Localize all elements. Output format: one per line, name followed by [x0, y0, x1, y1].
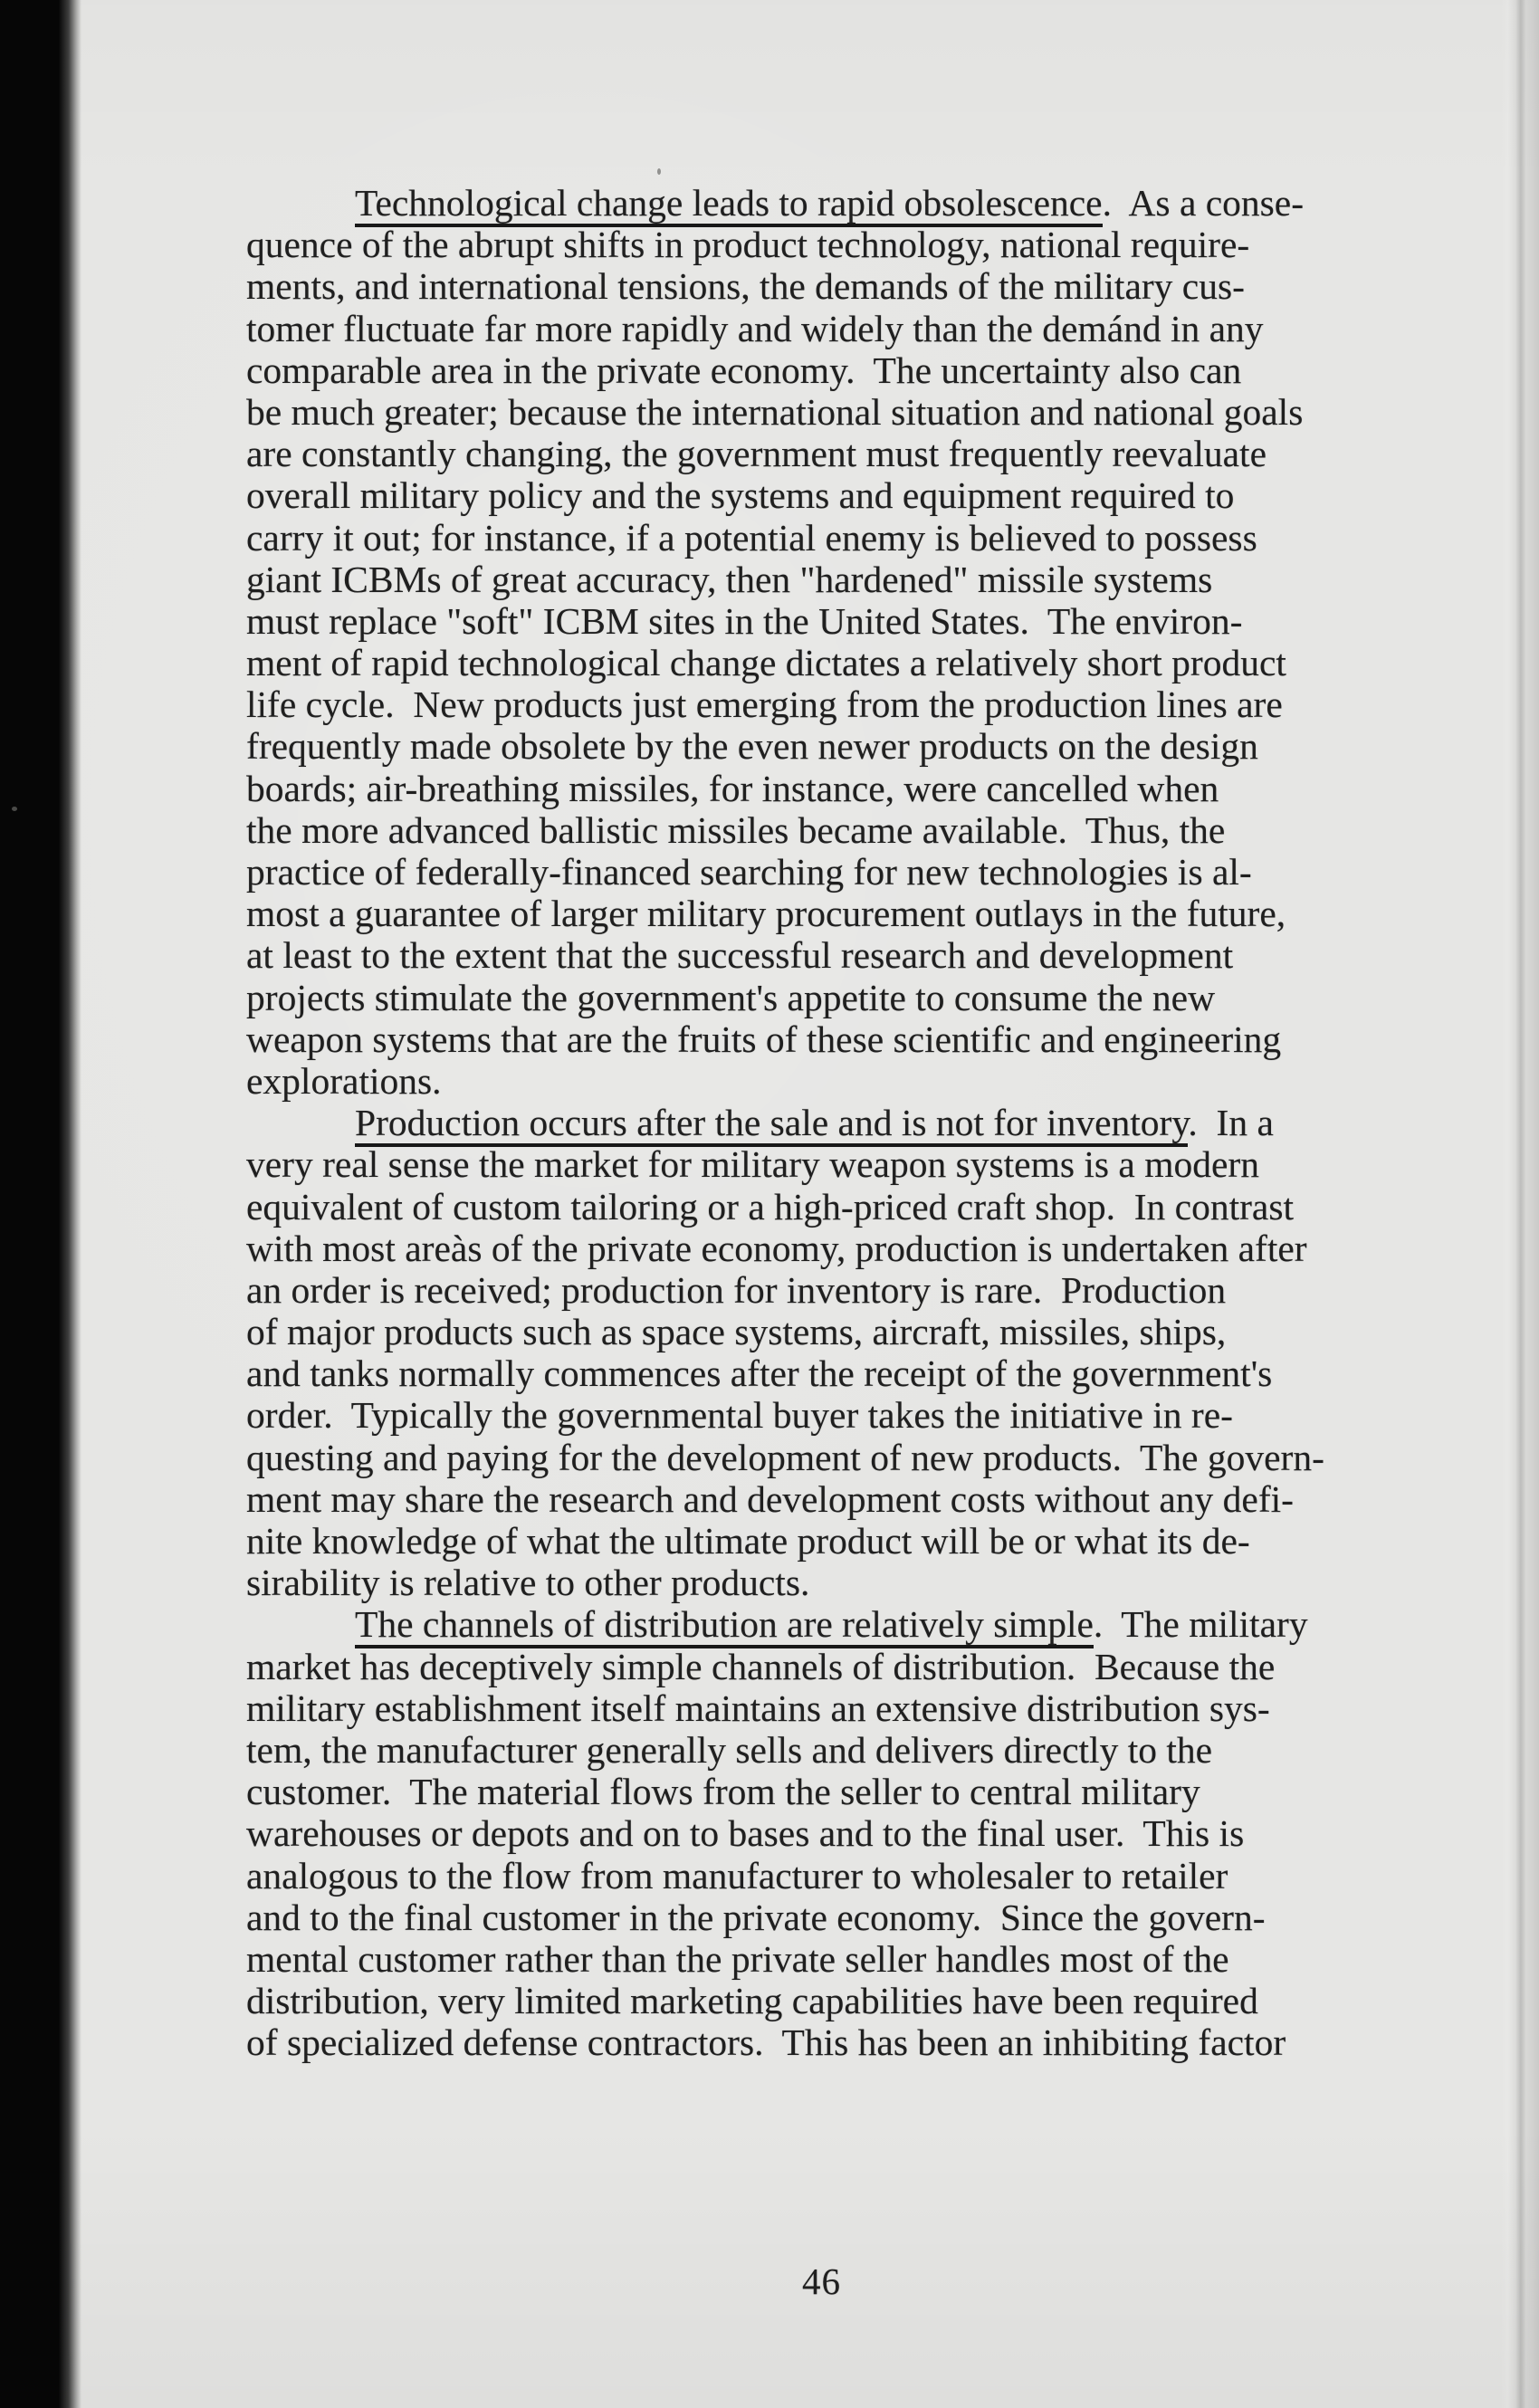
- paragraph-heading: Technological change leads to rapid obsolescence: [355, 182, 1103, 227]
- paragraph-heading-suffix: . The military: [1093, 1603, 1308, 1646]
- text-line: nite knowledge of what the ultimate product will be or what its de-: [246, 1520, 1250, 1562]
- text-line: ment may share the research and development costs without any defi-: [246, 1477, 1294, 1520]
- paragraph-heading-suffix: . In a: [1188, 1102, 1274, 1144]
- text-line: at least to the extent that the successful research and development: [246, 934, 1234, 977]
- text-line: order. Typically the governmental buyer takes the initiative in re-: [246, 1394, 1233, 1437]
- text-line: most a guarantee of larger military procurement outlays in the future,: [246, 893, 1286, 935]
- paragraph-first-line: [246, 182, 1514, 224]
- text-line: very real sense the market for military weapon systems is a modern: [246, 1143, 1260, 1186]
- text-line: projects stimulate the government's appetite to consume the new: [246, 976, 1216, 1018]
- text-line: mental customer rather than the private seller handles most of the: [246, 1937, 1229, 1980]
- text-line: warehouses or depots and on to bases and to the final user. This is: [246, 1812, 1245, 1855]
- text-line: are constantly changing, the government must frequently reevaluate: [246, 433, 1267, 475]
- text-line: an order is received; production for inventory is rare. Production: [246, 1268, 1227, 1311]
- text-line: and to the final customer in the private economy. Since the govern-: [246, 1896, 1266, 1938]
- text-line: weapon systems that are the fruits of these scientific and engineering: [246, 1018, 1282, 1060]
- text-line: overall military policy and the systems and equipment required to: [246, 474, 1235, 517]
- text-line: must replace "soft" ICBM sites in the United States. The environ-: [246, 599, 1243, 642]
- paragraph-heading: Production occurs after the sale and is not for inventory: [355, 1102, 1188, 1147]
- text-line: explorations.: [246, 1059, 442, 1102]
- text-line: ment of rapid technological change dictates a relatively short product: [246, 642, 1286, 684]
- text-line: with most areàs of the private economy, production is undertaken after: [246, 1227, 1307, 1269]
- text-line: of specialized defense contractors. This has been an inhibiting factor: [246, 2021, 1286, 2064]
- text-line: giant ICBMs of great accuracy, then "hardened" missile systems: [246, 558, 1213, 600]
- dust-speck: [12, 807, 17, 811]
- page-number: 46: [802, 2260, 841, 2302]
- text-line: quence of the abrupt shifts in product technology, national require-: [246, 224, 1250, 266]
- text-line: frequently made obsolete by the even newer products on the design: [246, 725, 1258, 768]
- text-line: equivalent of custom tailoring or a high-priced craft shop. In contrast: [246, 1185, 1295, 1228]
- text-line: boards; air-breathing missiles, for instance, were cancelled when: [246, 767, 1219, 809]
- paragraph-first-line: [246, 1102, 1514, 1143]
- paragraph-heading: The channels of distribution are relatively simple: [355, 1603, 1094, 1648]
- text-line: the more advanced ballistic missiles became available. Thus, the: [246, 808, 1226, 851]
- text-line: analogous to the flow from manufacturer to wholesaler to retailer: [246, 1854, 1228, 1897]
- paragraph-heading-suffix: . As a conse-: [1102, 182, 1305, 224]
- text-line: life cycle. New products just emerging from the production lines are: [246, 683, 1283, 726]
- text-line: practice of federally-financed searching for new technologies is al-: [246, 851, 1252, 893]
- text-line: be much greater; because the international situation and national goals: [246, 390, 1304, 433]
- text-line: market has deceptively simple channels of distribution. Because the: [246, 1645, 1276, 1687]
- text-line: military establishment itself maintains an extensive distribution sys-: [246, 1687, 1270, 1729]
- text-line: ments, and international tensions, the demands of the military cus-: [246, 265, 1245, 308]
- body-text: [246, 182, 1514, 2063]
- text-line: comparable area in the private economy. The uncertainty also can: [246, 349, 1242, 391]
- gutter-shadow-bar: [0, 0, 81, 2408]
- dust-speck: [657, 168, 661, 175]
- text-line: carry it out; for instance, if a potential enemy is believed to possess: [246, 516, 1257, 559]
- paragraph-first-line: [246, 1603, 1514, 1645]
- text-line: of major products such as space systems, aircraft, missiles, ships,: [246, 1311, 1227, 1353]
- text-line: sirability is relative to other products.: [246, 1562, 810, 1604]
- text-line: distribution, very limited marketing capabilities have been required: [246, 1980, 1258, 2022]
- text-line: tomer fluctuate far more rapidly and widely than the demánd in any: [246, 307, 1264, 349]
- text-line: tem, the manufacturer generally sells and delivers directly to the: [246, 1728, 1213, 1771]
- text-line: and tanks normally commences after the receipt of the government's: [246, 1352, 1273, 1395]
- text-line: questing and paying for the development of new products. The govern-: [246, 1436, 1324, 1478]
- text-line: customer. The material flows from the seller to central military: [246, 1771, 1200, 1813]
